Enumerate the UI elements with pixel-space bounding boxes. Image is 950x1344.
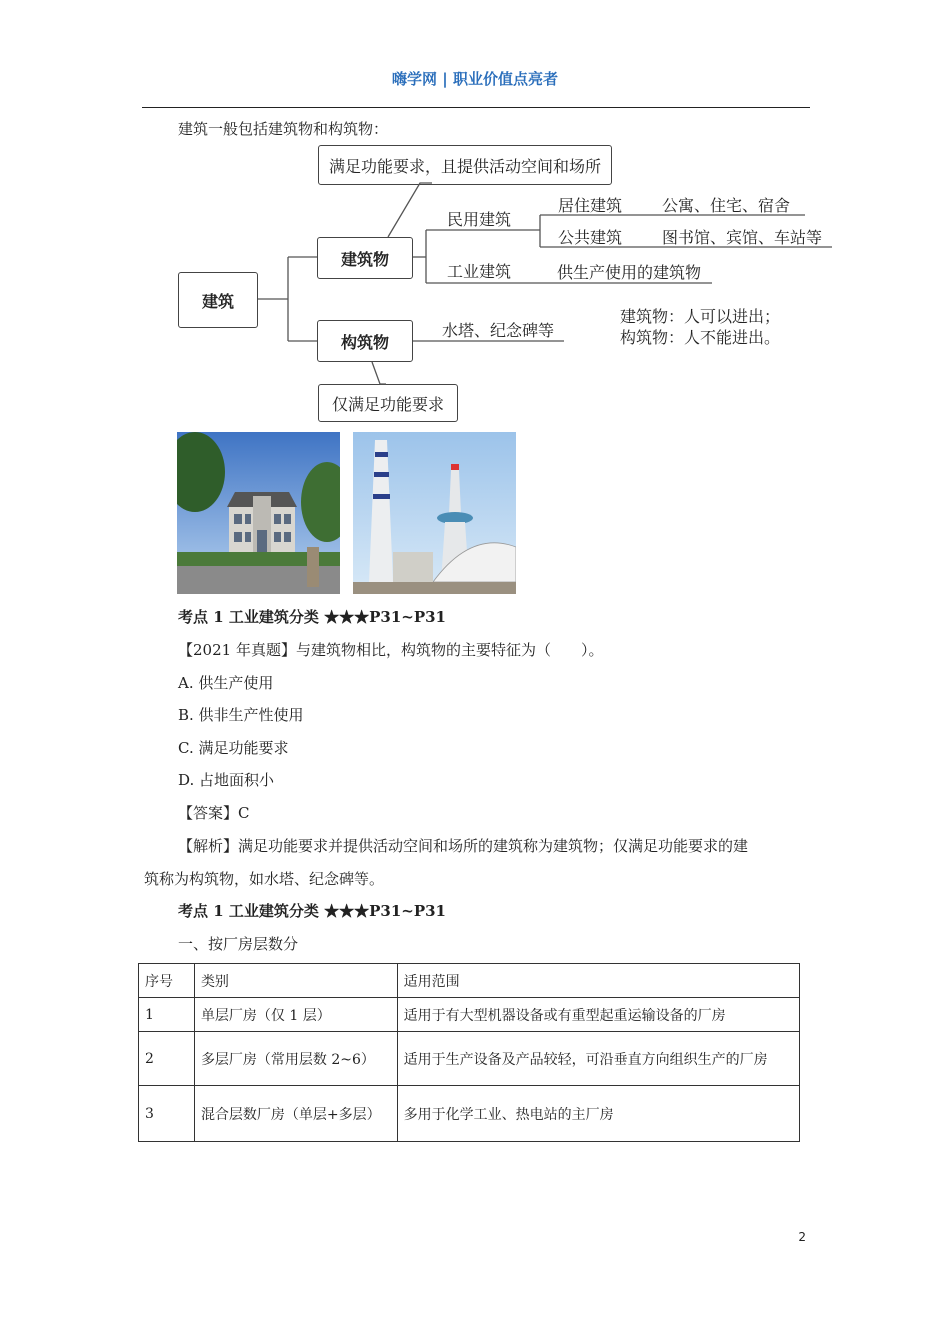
table-header-cell: 类别 [194, 964, 397, 998]
root-node-box [178, 272, 258, 328]
structure-examples: 水塔、纪念碑等 [442, 321, 555, 340]
side-note-building: 建筑物：人可以进出； [620, 307, 781, 326]
callout-structure-pointer [372, 362, 386, 384]
intro-text: 建筑一般包括建筑物和构筑物： [178, 120, 389, 138]
table-cell: 多用于化学工业、热电站的主厂房 [397, 1086, 799, 1142]
residential-label: 居住建筑 [558, 196, 623, 215]
industrial-label: 工业建筑 [447, 262, 512, 281]
section1-heading: 考点 1 工业建筑分类 ★★★P31~P31 [178, 608, 446, 626]
table-header-cell: 序号 [139, 964, 195, 998]
table-cell: 3 [139, 1086, 195, 1142]
question-stem: 【2021 年真题】与建筑物相比，构筑物的主要特征为（ ）。 [178, 641, 604, 659]
civil-label: 民用建筑 [447, 210, 512, 229]
callout-building-pointer [388, 183, 432, 237]
building-node-box [317, 237, 413, 279]
chimney-tower-photo [353, 432, 516, 594]
industrial-description: 供生产使用的建筑物 [557, 263, 702, 282]
table-cell: 单层厂房（仅 1 层） [194, 998, 397, 1032]
structure-node-label: 构筑物 [340, 332, 389, 352]
factory-floors-table [138, 963, 800, 1142]
tower-illustration [353, 432, 516, 594]
section2-heading: 考点 1 工业建筑分类 ★★★P31~P31 [178, 902, 446, 920]
public-examples: 图书馆、宾馆、车站等 [662, 228, 823, 247]
building-illustration [177, 432, 340, 594]
answer-text: 【答案】C [178, 804, 250, 822]
root-node-label: 建筑 [201, 291, 234, 311]
public-label: 公共建筑 [558, 228, 623, 247]
table-row [139, 998, 800, 1032]
table-row [139, 1032, 800, 1086]
page-header-title: 嗨学网 | 职业价值点亮者 [392, 70, 558, 88]
table-cell: 1 [139, 998, 195, 1032]
table-cell: 2 [139, 1032, 195, 1086]
analysis-line-2: 筑称为构筑物，如水塔、纪念碑等。 [144, 870, 385, 888]
option-b: B. 供非生产性使用 [178, 706, 304, 724]
structure-node-box [317, 320, 413, 362]
option-c: C. 满足功能要求 [178, 739, 289, 757]
table-row [139, 1086, 800, 1142]
option-a: A. 供生产使用 [178, 674, 274, 692]
building-note-text: 满足功能要求，且提供活动空间和场所 [328, 156, 601, 176]
table-header-cell: 适用范围 [397, 964, 799, 998]
building-photo [177, 432, 340, 594]
analysis-line-1: 【解析】满足功能要求并提供活动空间和场所的建筑称为建筑物；仅满足功能要求的建 [178, 837, 749, 855]
structure-note-text: 仅满足功能要求 [331, 394, 444, 414]
table-header-row [139, 964, 800, 998]
sub-heading: 一、按厂房层数分 [178, 935, 299, 953]
building-node-label: 建筑物 [340, 249, 389, 269]
table-cell: 适用于有大型机器设备或有重型起重运输设备的厂房 [397, 998, 799, 1032]
residential-examples: 公寓、住宅、宿舍 [662, 196, 791, 215]
table-cell: 混合层数厂房（单层+多层） [194, 1086, 397, 1142]
option-d: D. 占地面积小 [178, 771, 275, 789]
side-note-structure: 构筑物：人不能进出。 [620, 328, 781, 347]
page-number: 2 [798, 1230, 806, 1244]
table-cell: 多层厂房（常用层数 2~6） [194, 1032, 397, 1086]
table-cell: 适用于生产设备及产品较轻，可沿垂直方向组织生产的厂房 [397, 1032, 799, 1086]
